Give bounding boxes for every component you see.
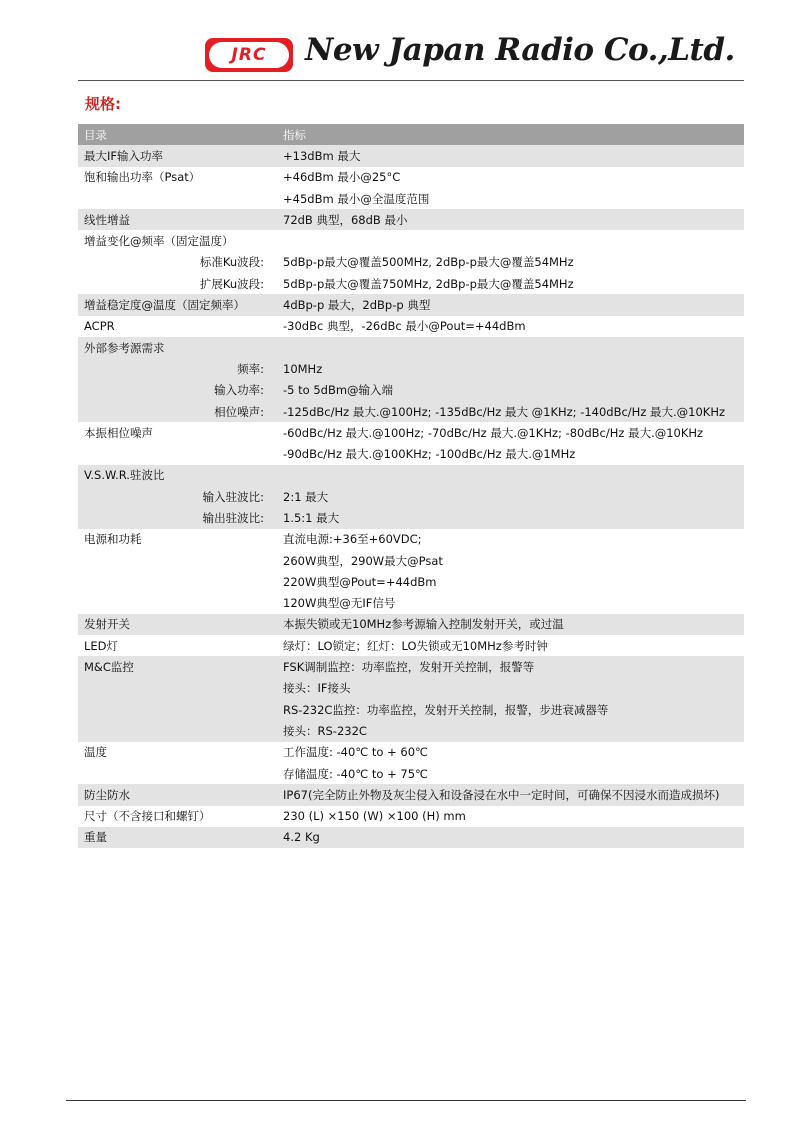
row-value: 绿灯：LO锁定；红灯：LO失锁或无10MHz参考时钟: [283, 638, 548, 653]
row-label: 外部参考源需求: [78, 337, 278, 358]
row-label: [78, 678, 278, 699]
row-label: 本振相位噪声: [84, 425, 153, 440]
row-label: [78, 443, 278, 464]
row-value: IP67(完全防止外物及灰尘侵入和设备浸在水中一定时间，可确保不因浸水而造成损坏): [278, 784, 744, 805]
spec-table: [78, 124, 744, 848]
row-label: M&C监控: [78, 656, 278, 677]
row-label: V.S.W.R.驻波比: [78, 465, 278, 486]
row-label: [78, 720, 278, 741]
table-row: [78, 507, 744, 528]
row-value: +45dBm 最小@全温度范围: [283, 191, 430, 206]
row-value: 72dB 典型，68dB 最小: [278, 209, 744, 230]
row-label: 输出驻波比:: [78, 507, 278, 528]
table-row: [78, 635, 744, 656]
row-label: 发射开关: [78, 614, 278, 635]
row-label: 饱和输出功率（Psat）: [84, 170, 201, 185]
row-label: 相位噪声:: [78, 401, 278, 422]
table-row: [78, 294, 744, 315]
table-row: [78, 742, 744, 763]
row-label: [78, 550, 278, 571]
footer-divider: [66, 1100, 746, 1101]
table-row: [78, 188, 744, 209]
row-label: LED灯: [84, 638, 119, 653]
row-value: -5 to 5dBm@输入端: [278, 380, 744, 401]
row-label: 频率:: [78, 358, 278, 379]
table-row: [78, 443, 744, 464]
column-header-spec: 指标: [278, 124, 744, 145]
table-row: [78, 529, 744, 550]
row-label: [78, 188, 278, 209]
row-value: 工作温度: -40℃ to + 60℃: [283, 745, 428, 760]
row-label: 扩展Ku波段:: [199, 276, 264, 291]
row-value: -125dBc/Hz 最大.@100Hz; -135dBc/Hz 最大 @1KHz; -140dBc/Hz 最大.@10KHz: [278, 401, 744, 422]
row-label: ACPR: [84, 319, 115, 334]
row-value: 接头：RS-232C: [278, 720, 744, 741]
row-value: 260W典型，290W最大@Psat: [283, 553, 443, 568]
row-label: [78, 593, 278, 614]
row-value: 4.2 Kg: [278, 827, 744, 848]
row-value: -90dBc/Hz 最大.@100KHz; -100dBc/Hz 最大.@1MHz: [283, 447, 576, 462]
row-value: -30dBc 典型，-26dBc 最小@Pout=+44dBm: [283, 319, 526, 334]
row-label: 输入驻波比:: [78, 486, 278, 507]
row-label: [78, 699, 278, 720]
jrc-logo-inner: [209, 42, 289, 68]
row-label: 尺寸（不含接口和螺钉）: [84, 809, 211, 824]
header-divider: [78, 80, 744, 81]
table-row: [78, 273, 744, 294]
row-value: 4dBp-p 最大，2dBp-p 典型: [278, 294, 744, 315]
row-value: +46dBm 最小@25°C: [283, 170, 401, 185]
table-row: [78, 699, 744, 720]
row-value: 本振失锁或无10MHz参考源输入控制发射开关，或过温: [278, 614, 744, 635]
table-row: [78, 209, 744, 230]
table-row: [78, 167, 744, 188]
page-header: [0, 0, 811, 82]
row-label: 增益变化@频率（固定温度）: [84, 234, 234, 249]
table-row: [78, 252, 744, 273]
row-value: 230 (L) ×150 (W) ×100 (H) mm: [283, 809, 466, 824]
table-row: [78, 486, 744, 507]
table-header-row: [78, 124, 744, 145]
table-row: [78, 550, 744, 571]
table-row: [78, 401, 744, 422]
table-row: [78, 316, 744, 337]
table-row: [78, 806, 744, 827]
table-row: [78, 337, 744, 358]
table-row: [78, 656, 744, 677]
column-header-item: 目录: [78, 124, 278, 145]
row-value: [278, 230, 744, 251]
row-label: [78, 763, 278, 784]
row-value: +13dBm 最大: [278, 145, 744, 166]
row-label: 电源和功耗: [84, 532, 142, 547]
row-value: 存储温度: -40℃ to + 75℃: [283, 766, 428, 781]
row-label: 防尘防水: [78, 784, 278, 805]
row-label: 线性增益: [78, 209, 278, 230]
table-row: [78, 763, 744, 784]
table-row: [78, 422, 744, 443]
table-row: [78, 145, 744, 166]
table-row: [78, 465, 744, 486]
table-row: [78, 358, 744, 379]
row-label: 最大IF输入功率: [78, 145, 278, 166]
row-value: -60dBc/Hz 最大.@100Hz; -70dBc/Hz 最大.@1KHz; -80dBc/Hz 最大.@10KHz: [283, 425, 704, 440]
section-title: 规格:: [85, 95, 121, 113]
row-label: [78, 571, 278, 592]
row-value: [278, 337, 744, 358]
row-label: 重量: [78, 827, 278, 848]
row-value: 5dBp-p最大@覆盖500MHz, 2dBp-p最大@覆盖54MHz: [283, 255, 574, 270]
table-row: [78, 380, 744, 401]
table-row: [78, 571, 744, 592]
row-value: 直流电源:+36至+60VDC;: [283, 532, 422, 547]
row-value: 5dBp-p最大@覆盖750MHz, 2dBp-p最大@覆盖54MHz: [283, 276, 574, 291]
row-value: FSK调制监控：功率监控，发射开关控制，报警等: [278, 656, 744, 677]
row-value: [278, 465, 744, 486]
row-value: RS-232C监控：功率监控，发射开关控制，报警，步进衰减器等: [278, 699, 744, 720]
row-value: 10MHz: [278, 358, 744, 379]
table-row: [78, 678, 744, 699]
table-row: [78, 784, 744, 805]
row-value: 120W典型@无IF信号: [283, 596, 396, 611]
company-name: New Japan Radio Co.,Ltd.: [305, 32, 735, 68]
table-row: [78, 720, 744, 741]
table-row: [78, 827, 744, 848]
row-value: 1.5:1 最大: [278, 507, 744, 528]
row-label: 温度: [84, 745, 107, 760]
row-value: 2:1 最大: [278, 486, 744, 507]
table-row: [78, 593, 744, 614]
table-row: [78, 614, 744, 635]
row-value: 220W典型@Pout=+44dBm: [283, 574, 437, 589]
row-label: 增益稳定度@温度（固定频率）: [78, 294, 278, 315]
jrc-logo: [205, 38, 293, 72]
row-value: 接头：IF接头: [278, 678, 744, 699]
jrc-logo-text: JRC: [231, 45, 267, 65]
row-label: 标准Ku波段:: [199, 255, 264, 270]
row-label: 输入功率:: [78, 380, 278, 401]
table-row: [78, 230, 744, 251]
